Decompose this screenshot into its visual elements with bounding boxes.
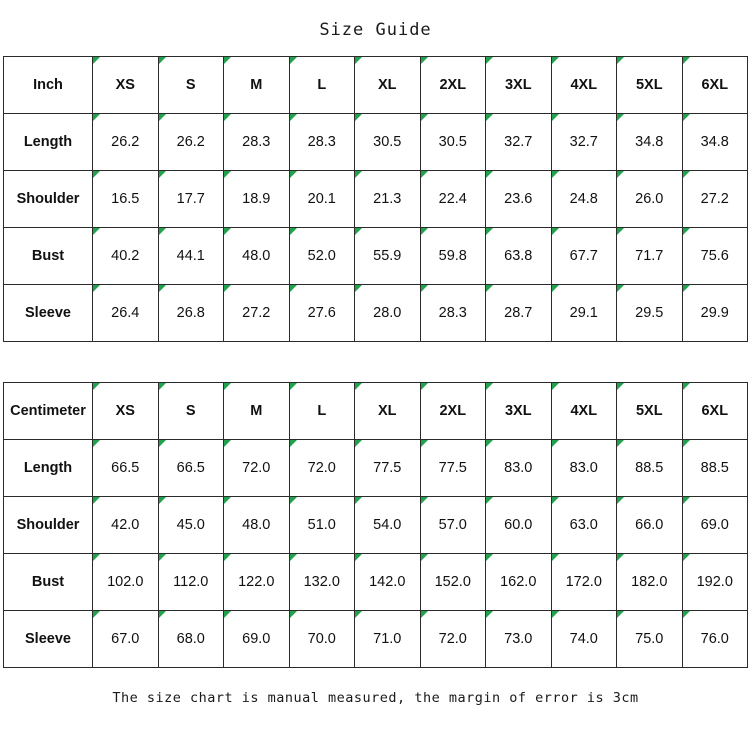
cell-sleeve-xs: 67.0 bbox=[93, 611, 159, 668]
size-header-6xl: 6XL bbox=[682, 383, 748, 440]
size-header-5xl: 5XL bbox=[617, 383, 683, 440]
cell-length-xl: 77.5 bbox=[355, 440, 421, 497]
cell-length-xl: 30.5 bbox=[355, 114, 421, 171]
cell-bust-2xl: 152.0 bbox=[420, 554, 486, 611]
cell-length-3xl: 32.7 bbox=[486, 114, 552, 171]
cell-length-5xl: 88.5 bbox=[617, 440, 683, 497]
cell-bust-2xl: 59.8 bbox=[420, 228, 486, 285]
row-label-sleeve: Sleeve bbox=[4, 285, 93, 342]
cell-sleeve-4xl: 29.1 bbox=[551, 285, 617, 342]
row-label-bust: Bust bbox=[4, 228, 93, 285]
row-label-shoulder: Shoulder bbox=[4, 497, 93, 554]
table-row bbox=[4, 171, 748, 228]
cell-length-s: 26.2 bbox=[158, 114, 224, 171]
cell-sleeve-3xl: 28.7 bbox=[486, 285, 552, 342]
cell-bust-6xl: 75.6 bbox=[682, 228, 748, 285]
cell-shoulder-5xl: 26.0 bbox=[617, 171, 683, 228]
table-header-row bbox=[4, 57, 748, 114]
cell-shoulder-2xl: 57.0 bbox=[420, 497, 486, 554]
cell-shoulder-l: 51.0 bbox=[289, 497, 355, 554]
cell-sleeve-m: 27.2 bbox=[224, 285, 290, 342]
page-title: Size Guide bbox=[319, 20, 432, 40]
size-header-l: L bbox=[289, 383, 355, 440]
cell-bust-3xl: 63.8 bbox=[486, 228, 552, 285]
cell-sleeve-5xl: 29.5 bbox=[617, 285, 683, 342]
table-row bbox=[4, 440, 748, 497]
cell-sleeve-2xl: 72.0 bbox=[420, 611, 486, 668]
size-header-xs: XS bbox=[93, 57, 159, 114]
cell-length-4xl: 83.0 bbox=[551, 440, 617, 497]
row-label-shoulder: Shoulder bbox=[4, 171, 93, 228]
cell-shoulder-5xl: 66.0 bbox=[617, 497, 683, 554]
cell-shoulder-xl: 21.3 bbox=[355, 171, 421, 228]
cell-shoulder-l: 20.1 bbox=[289, 171, 355, 228]
size-table-inch bbox=[3, 56, 748, 342]
cell-length-xs: 66.5 bbox=[93, 440, 159, 497]
cell-shoulder-m: 48.0 bbox=[224, 497, 290, 554]
cell-bust-m: 122.0 bbox=[224, 554, 290, 611]
table-header-row bbox=[4, 383, 748, 440]
size-header-3xl: 3XL bbox=[486, 383, 552, 440]
cell-bust-6xl: 192.0 bbox=[682, 554, 748, 611]
cell-length-5xl: 34.8 bbox=[617, 114, 683, 171]
cell-shoulder-3xl: 60.0 bbox=[486, 497, 552, 554]
size-header-6xl: 6XL bbox=[682, 57, 748, 114]
measurement-note: The size chart is manual measured, the margin of error is 3cm bbox=[112, 690, 639, 706]
cell-shoulder-6xl: 69.0 bbox=[682, 497, 748, 554]
cell-bust-l: 52.0 bbox=[289, 228, 355, 285]
size-header-m: M bbox=[224, 57, 290, 114]
cell-sleeve-l: 70.0 bbox=[289, 611, 355, 668]
cell-bust-l: 132.0 bbox=[289, 554, 355, 611]
cell-sleeve-6xl: 29.9 bbox=[682, 285, 748, 342]
size-header-xl: XL bbox=[355, 383, 421, 440]
size-header-3xl: 3XL bbox=[486, 57, 552, 114]
cell-length-l: 28.3 bbox=[289, 114, 355, 171]
cell-shoulder-6xl: 27.2 bbox=[682, 171, 748, 228]
cell-sleeve-xl: 71.0 bbox=[355, 611, 421, 668]
cell-length-6xl: 34.8 bbox=[682, 114, 748, 171]
cell-shoulder-s: 45.0 bbox=[158, 497, 224, 554]
row-label-length: Length bbox=[4, 114, 93, 171]
size-header-2xl: 2XL bbox=[420, 57, 486, 114]
unit-header-centimeter: Centimeter bbox=[4, 383, 93, 440]
row-label-sleeve: Sleeve bbox=[4, 611, 93, 668]
cell-bust-4xl: 172.0 bbox=[551, 554, 617, 611]
size-table-centimeter bbox=[3, 382, 748, 668]
cell-length-4xl: 32.7 bbox=[551, 114, 617, 171]
cell-bust-s: 44.1 bbox=[158, 228, 224, 285]
cell-shoulder-4xl: 24.8 bbox=[551, 171, 617, 228]
size-header-s: S bbox=[158, 57, 224, 114]
size-header-s: S bbox=[158, 383, 224, 440]
size-header-5xl: 5XL bbox=[617, 57, 683, 114]
size-header-m: M bbox=[224, 383, 290, 440]
cell-bust-s: 112.0 bbox=[158, 554, 224, 611]
cell-length-xs: 26.2 bbox=[93, 114, 159, 171]
cell-bust-xs: 40.2 bbox=[93, 228, 159, 285]
cell-shoulder-m: 18.9 bbox=[224, 171, 290, 228]
cell-sleeve-3xl: 73.0 bbox=[486, 611, 552, 668]
size-header-l: L bbox=[289, 57, 355, 114]
cell-length-m: 28.3 bbox=[224, 114, 290, 171]
cell-sleeve-6xl: 76.0 bbox=[682, 611, 748, 668]
cell-sleeve-s: 26.8 bbox=[158, 285, 224, 342]
cell-shoulder-xs: 16.5 bbox=[93, 171, 159, 228]
unit-header-inch: Inch bbox=[4, 57, 93, 114]
table-row bbox=[4, 611, 748, 668]
row-label-length: Length bbox=[4, 440, 93, 497]
cell-sleeve-xl: 28.0 bbox=[355, 285, 421, 342]
cell-sleeve-4xl: 74.0 bbox=[551, 611, 617, 668]
cell-shoulder-s: 17.7 bbox=[158, 171, 224, 228]
cell-bust-5xl: 71.7 bbox=[617, 228, 683, 285]
cell-length-6xl: 88.5 bbox=[682, 440, 748, 497]
cell-sleeve-s: 68.0 bbox=[158, 611, 224, 668]
cell-shoulder-4xl: 63.0 bbox=[551, 497, 617, 554]
cell-shoulder-3xl: 23.6 bbox=[486, 171, 552, 228]
cell-bust-4xl: 67.7 bbox=[551, 228, 617, 285]
table-row bbox=[4, 228, 748, 285]
table-row bbox=[4, 497, 748, 554]
cell-length-m: 72.0 bbox=[224, 440, 290, 497]
table-gap bbox=[0, 342, 751, 382]
size-header-xs: XS bbox=[93, 383, 159, 440]
cell-length-2xl: 30.5 bbox=[420, 114, 486, 171]
size-header-4xl: 4XL bbox=[551, 383, 617, 440]
cell-sleeve-5xl: 75.0 bbox=[617, 611, 683, 668]
cell-bust-m: 48.0 bbox=[224, 228, 290, 285]
cell-length-2xl: 77.5 bbox=[420, 440, 486, 497]
cell-length-l: 72.0 bbox=[289, 440, 355, 497]
size-header-xl: XL bbox=[355, 57, 421, 114]
cell-length-3xl: 83.0 bbox=[486, 440, 552, 497]
cell-length-s: 66.5 bbox=[158, 440, 224, 497]
cell-shoulder-xs: 42.0 bbox=[93, 497, 159, 554]
size-header-4xl: 4XL bbox=[551, 57, 617, 114]
cell-bust-xl: 142.0 bbox=[355, 554, 421, 611]
table-row bbox=[4, 554, 748, 611]
size-header-2xl: 2XL bbox=[420, 383, 486, 440]
cell-shoulder-2xl: 22.4 bbox=[420, 171, 486, 228]
row-label-bust: Bust bbox=[4, 554, 93, 611]
cell-bust-3xl: 162.0 bbox=[486, 554, 552, 611]
cell-bust-xl: 55.9 bbox=[355, 228, 421, 285]
cell-sleeve-2xl: 28.3 bbox=[420, 285, 486, 342]
cell-sleeve-l: 27.6 bbox=[289, 285, 355, 342]
table-row bbox=[4, 285, 748, 342]
cell-bust-5xl: 182.0 bbox=[617, 554, 683, 611]
cell-bust-xs: 102.0 bbox=[93, 554, 159, 611]
table-row bbox=[4, 114, 748, 171]
cell-shoulder-xl: 54.0 bbox=[355, 497, 421, 554]
cell-sleeve-xs: 26.4 bbox=[93, 285, 159, 342]
cell-sleeve-m: 69.0 bbox=[224, 611, 290, 668]
